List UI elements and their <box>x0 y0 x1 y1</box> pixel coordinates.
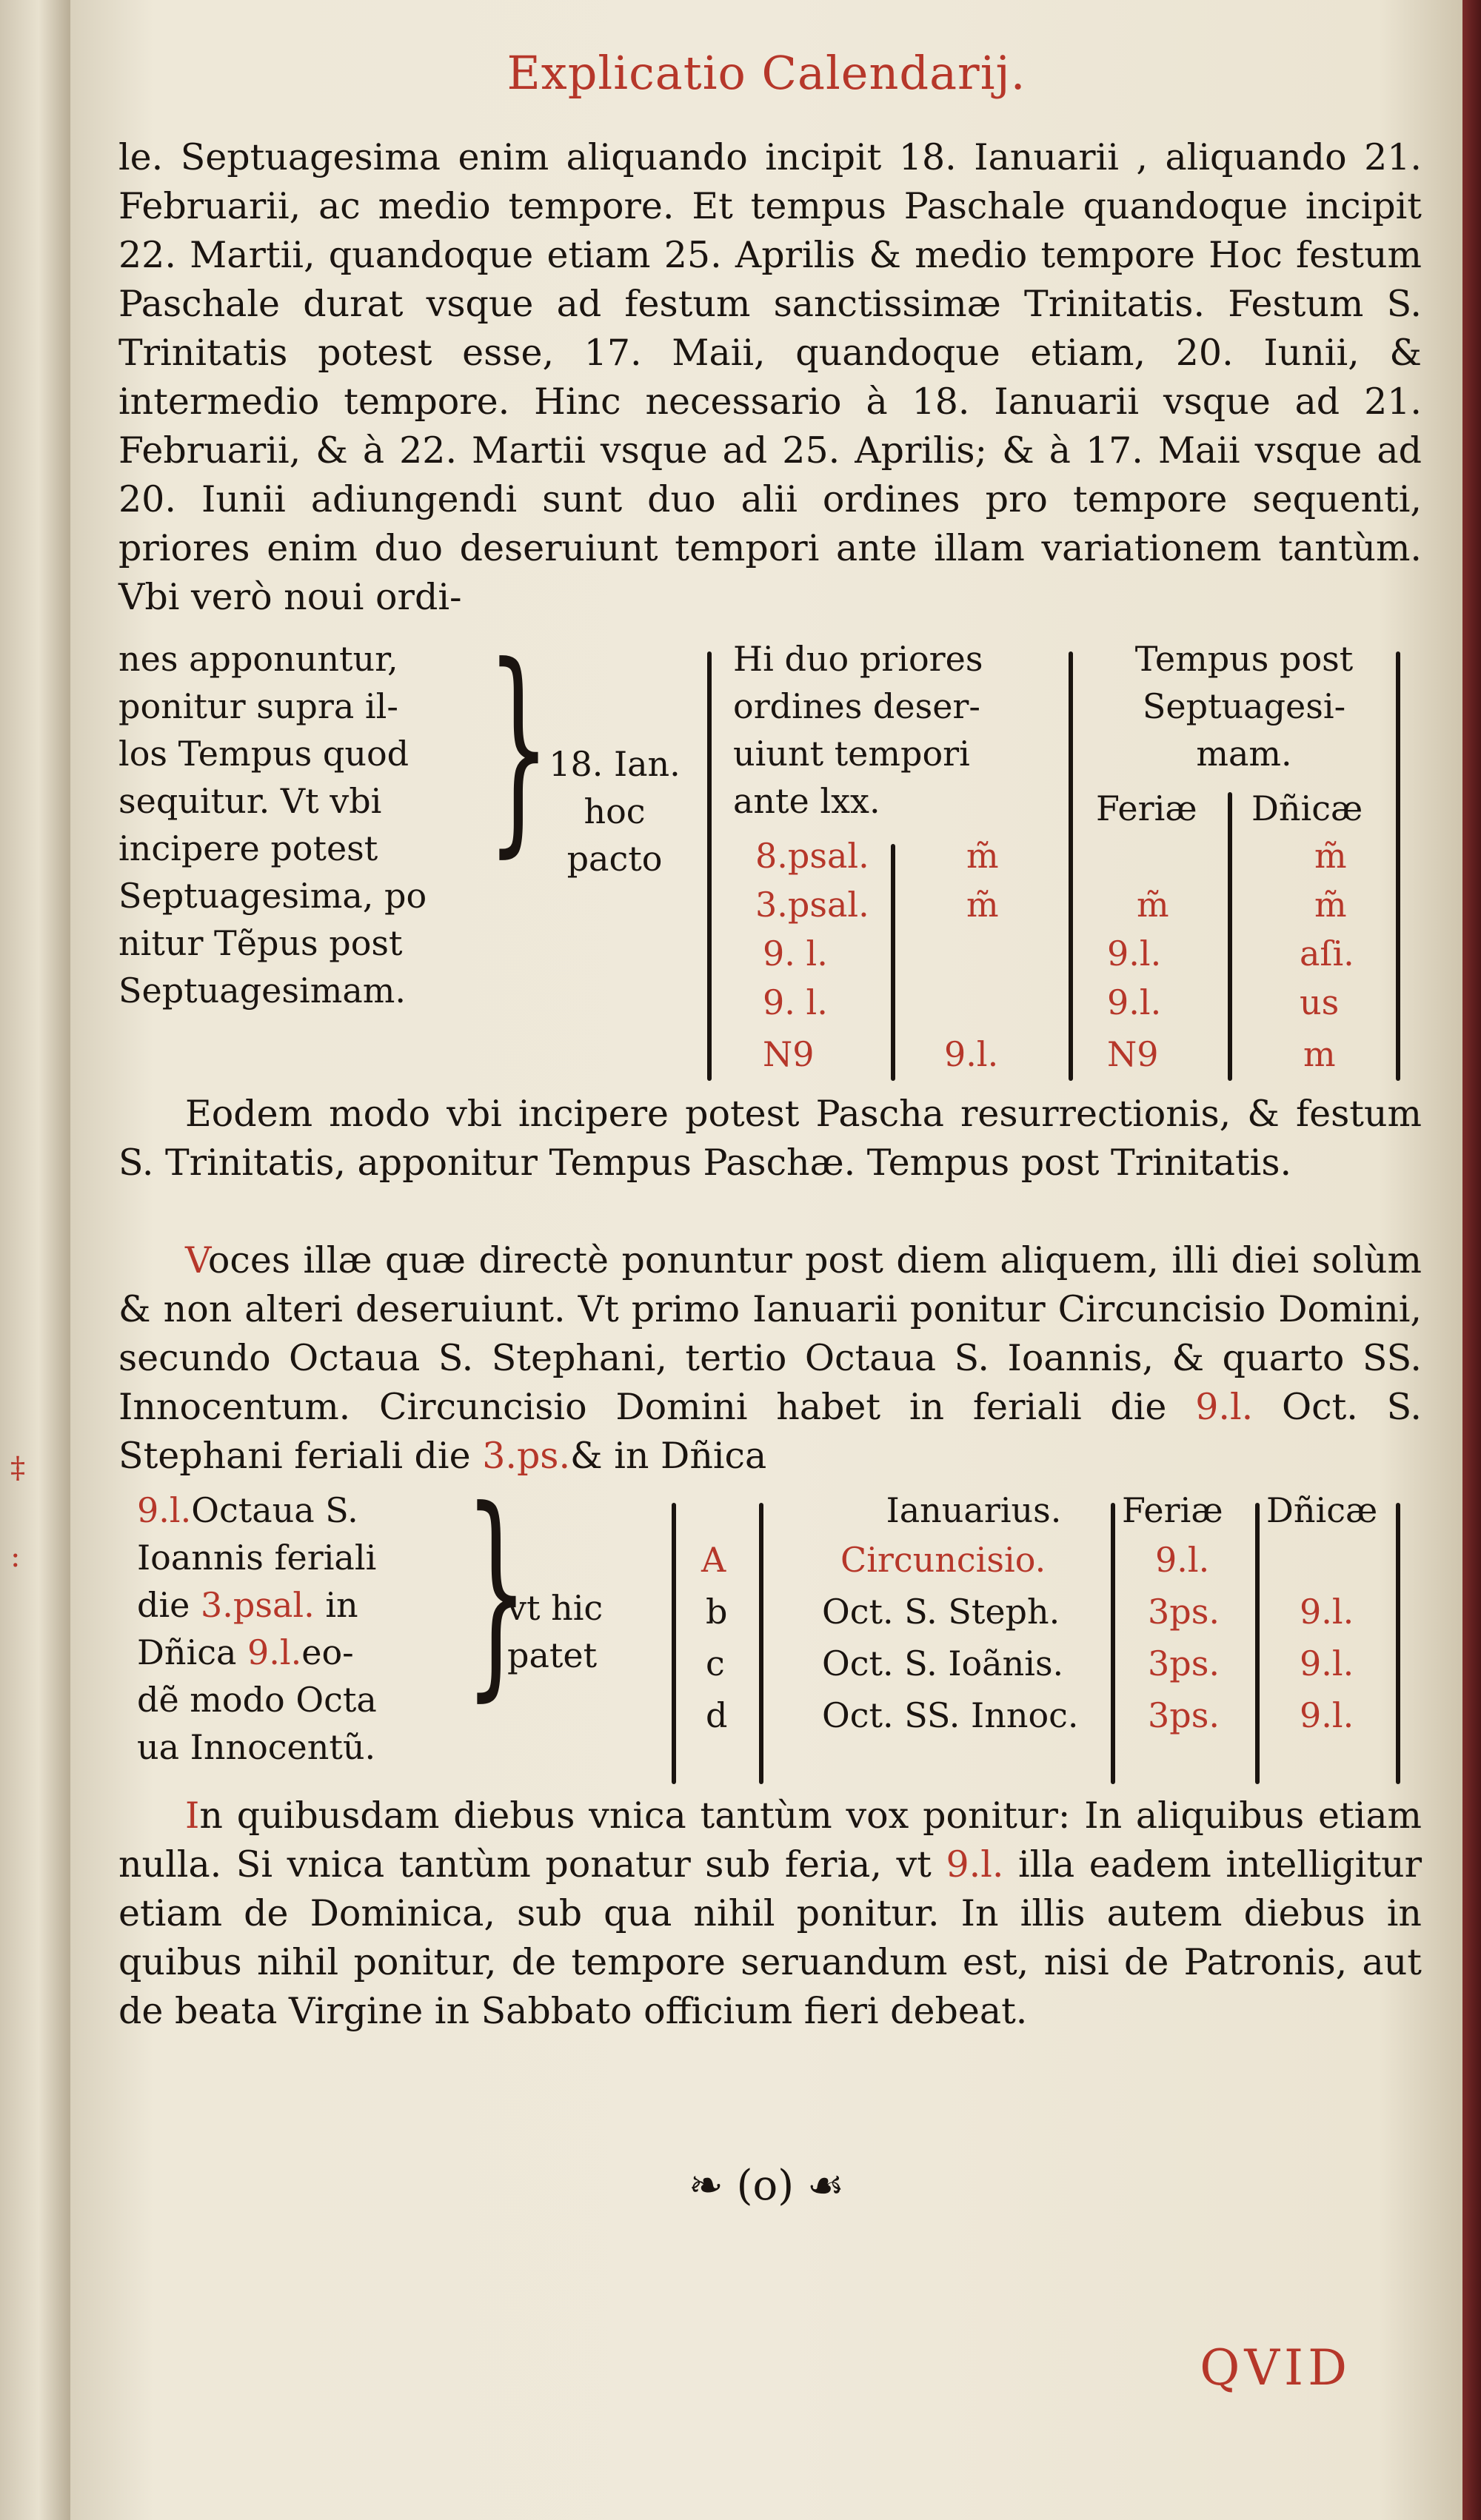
text-run: eo- <box>301 1632 354 1672</box>
brace: } <box>464 1462 529 1720</box>
text-run: ua Innocentũ. <box>137 1727 376 1767</box>
table-1-cell: 9.l. <box>1107 982 1162 1022</box>
red-annotation: 3.ps. <box>482 1435 571 1477</box>
table-1-cell: m <box>1303 1034 1336 1074</box>
table-2-cell: 9.l. <box>1300 1695 1354 1735</box>
text-run: Oct. S. Stephani feriali die <box>118 1386 1423 1477</box>
text-run: oces illæ quæ directè ponuntur post diem aliquem, illi diei solùm & non alteri deseruiunt. Vt primo Ianuarii ponitur Circuncisio Domini, secundo Octaua S. Stephani, tertio Octaua S. Ioannis, & quarto SS. Innocentum. Circuncisio Domini habet in feriali die <box>118 1239 1422 1428</box>
note-line: los Tempus quod <box>118 734 409 774</box>
note-line: incipere potest <box>118 828 378 868</box>
header-line: ante lxx. <box>733 781 880 821</box>
table-1-cell: N9 <box>1107 1034 1159 1074</box>
text-run: Ioannis feriali <box>137 1538 377 1578</box>
text-run: in <box>314 1585 358 1625</box>
table-1-cell: m̃ <box>1314 836 1347 876</box>
table-2-cell: Oct. SS. Innoc. <box>822 1695 1079 1735</box>
note-line: Septuagesimam. <box>118 971 406 1011</box>
margin-mark: : <box>10 1540 21 1574</box>
table-1-cell: m̃ <box>1314 885 1347 925</box>
feriae-label: Feriæ <box>1122 1490 1223 1530</box>
table-1-cell: 9.l. <box>944 1034 999 1074</box>
table-1-cell: m̃ <box>966 885 999 925</box>
initial-letter: V <box>185 1239 208 1281</box>
catchword: QVID <box>1200 2339 1351 2396</box>
note-line <box>137 1487 470 1534</box>
table-2-mid-note <box>507 1584 655 1679</box>
priores-header <box>733 635 1059 825</box>
table-2-cell: d <box>706 1695 728 1735</box>
header-line: Tempus post <box>1134 639 1354 679</box>
rule <box>1396 651 1400 1081</box>
rule <box>1111 1503 1115 1784</box>
paragraph-1 <box>118 133 1422 622</box>
note-line <box>137 1581 470 1629</box>
paragraph-1-text: le. Septuagesima enim aliquando incipit 18. Ianuarii , aliquando 21. Februarii, ac medio tempore. Et tempus Paschale quandoque incipit 22. Martii, quandoque etiam 25. Aprilis & medio tempore Hoc festum Paschale durat vsque ad festum sanctissimæ Trinitatis. Festum S. Trinitatis potest esse, 17. Maii, quandoque etiam, 20. Iunii, & intermedio tempore. Hinc necessario à 18. Ianuarii vsque ad 21. Februarii, & à 22. Martii vsque ad 25. Aprilis; & à 17. Maii vsque ad 20. Iunii adiungendi sunt duo alii ordines pro tempore sequenti, priores enim duo deseruiunt tempori ante illam variationem tantùm. Vbi verò noui ordi- <box>118 136 1422 618</box>
margin-mark: ‡ <box>10 1451 25 1485</box>
note-line: nes apponuntur, <box>118 639 398 679</box>
rule <box>1069 651 1073 1081</box>
header-line: mam. <box>1196 734 1292 774</box>
header-line: Septuagesi- <box>1142 686 1346 726</box>
rule <box>1255 1503 1260 1784</box>
paragraph-2 <box>118 1090 1422 1187</box>
red-annotation: 9.l. <box>946 1843 1004 1886</box>
red-annotation: 3.psal. <box>201 1585 315 1625</box>
table-1-cell: aſi. <box>1300 934 1354 974</box>
text-run: die <box>137 1585 201 1625</box>
brace: } <box>487 618 551 877</box>
running-head: Explicatio Calendarij. <box>507 46 1026 100</box>
header-line: ordines deser- <box>733 686 980 726</box>
table-1-cell: 9. l. <box>763 934 828 974</box>
signature: (o) <box>736 2162 795 2210</box>
table-2-cell: 3ps. <box>1148 1643 1220 1683</box>
table-1-cell: N9 <box>763 1034 815 1074</box>
table-2-cell: A <box>701 1540 726 1580</box>
note-line: Septuagesima, po <box>118 876 427 916</box>
paragraph-2-text: Eodem modo vbi incipere potest Pascha resurrectionis, & festum S. Trinitatis, apponitur Tempus Paschæ. Tempus post Trinitatis. <box>118 1093 1422 1184</box>
text-run: Octaua S. <box>191 1490 358 1530</box>
paragraph-3-text <box>118 1236 1422 1481</box>
note-line: vt hic <box>507 1588 604 1628</box>
note-line: 18. Ian. <box>549 744 681 784</box>
table-2-cell: Circuncisio. <box>840 1540 1046 1580</box>
ornament-left-icon: ❧ <box>688 2162 723 2210</box>
table-2-cell: b <box>706 1592 728 1632</box>
text-run: Dñica <box>137 1632 248 1672</box>
note-line <box>137 1534 470 1581</box>
note-line <box>137 1723 470 1771</box>
table-1-cell: us <box>1300 982 1340 1022</box>
red-annotation: 9.l. <box>137 1490 192 1530</box>
table-1-cell: m̃ <box>1137 885 1169 925</box>
table-2-left-note <box>137 1487 470 1771</box>
table-1-cell: 8.psal. <box>755 836 869 876</box>
note-line: patet <box>507 1635 598 1675</box>
text-run: & in Dñica <box>570 1435 767 1477</box>
note-line: pacto <box>566 839 663 879</box>
book-page <box>70 0 1462 2520</box>
table-2-cell: Oct. S. Ioãnis. <box>822 1643 1064 1683</box>
table-2-cell: 3ps. <box>1148 1592 1220 1632</box>
paragraph-4 <box>118 1792 1422 2036</box>
rule <box>672 1503 676 1784</box>
table-1-mid-note <box>544 740 685 882</box>
text-run: illa eadem intelligitur etiam de Dominica, sub qua nihil ponitur. In illis autem diebus in quibus nihil ponitur, de tempore seruandum est, nisi de Patronis, aut de beata Virgine in Sabbato officium fieri debeat. <box>118 1843 1423 2032</box>
note-line: sequitur. Vt vbi <box>118 781 382 821</box>
post-header <box>1089 635 1400 777</box>
note-line: hoc <box>584 791 646 831</box>
table-1-left-note <box>118 635 518 1014</box>
text-run: dẽ modo Octa <box>137 1680 377 1720</box>
red-annotation: 9.l. <box>1195 1386 1254 1428</box>
table-1-cell: 9. l. <box>763 982 828 1022</box>
rule <box>1396 1503 1400 1784</box>
dnicae-label: Dñicæ <box>1251 788 1363 828</box>
rule <box>759 1503 763 1784</box>
initial-letter: I <box>185 1795 200 1837</box>
month-header: Ianuarius. <box>886 1490 1062 1530</box>
paragraph-3 <box>118 1236 1422 1481</box>
note-line: nitur Tẽpus post <box>118 923 403 963</box>
rule <box>891 844 895 1081</box>
note-line <box>137 1629 470 1676</box>
table-1-cell: 3.psal. <box>755 885 869 925</box>
text-run: n quibusdam diebus vnica tantùm vox ponitur: In aliquibus etiam nulla. Si vnica tantùm ponatur sub feria, vt <box>118 1795 1422 1886</box>
header-line: Hi duo priores <box>733 639 983 679</box>
note-line: ponitur supra il- <box>118 686 398 726</box>
paragraph-4-text <box>118 1792 1422 2036</box>
table-1-cell: m̃ <box>966 836 999 876</box>
table-2-cell: c <box>706 1643 725 1683</box>
table-2-cell: 9.l. <box>1155 1540 1210 1580</box>
feriae-label: Feriæ <box>1096 788 1197 828</box>
right-page-edge <box>1462 0 1481 2520</box>
table-2-cell: 3ps. <box>1148 1695 1220 1735</box>
rule <box>707 651 712 1081</box>
table-2-cell: Oct. S. Steph. <box>822 1592 1060 1632</box>
table-2-cell: 9.l. <box>1300 1592 1354 1632</box>
table-2-cell: 9.l. <box>1300 1643 1354 1683</box>
dnicae-label: Dñicæ <box>1266 1490 1378 1530</box>
red-annotation: 9.l. <box>247 1632 302 1672</box>
header-line: uiunt tempori <box>733 734 970 774</box>
left-gutter <box>0 0 70 2520</box>
ornament-right-icon: ☙ <box>806 2162 845 2210</box>
signature-mark <box>70 2162 1462 2210</box>
rule <box>1228 792 1232 1081</box>
table-1-cell: 9.l. <box>1107 934 1162 974</box>
note-line <box>137 1676 470 1723</box>
